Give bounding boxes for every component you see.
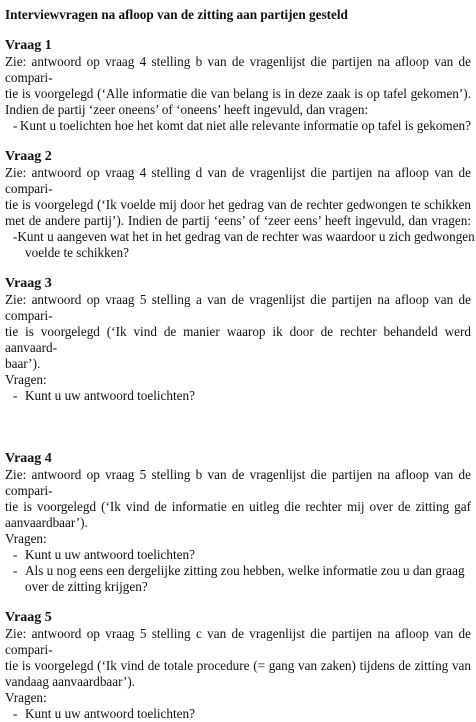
list-item xyxy=(5,706,471,722)
question-text-line: Zie: antwoord op vraag 5 stelling b van de vragenlijst die partijen na afloop van de compari- xyxy=(5,467,471,498)
question-2 xyxy=(5,149,475,261)
dash-bullet: - xyxy=(13,118,18,133)
list-item-text: Kunt u uw antwoord toelichten? xyxy=(25,547,195,562)
list-item-continuation: over de zitting krijgen? xyxy=(25,579,148,594)
dash-bullet: - xyxy=(13,563,18,578)
question-text-line: tie is voorgelegd (‘Ik vind de totale procedure (= gang van zaken) tijdens de zitting van xyxy=(5,658,471,673)
question-text-line: Zie: antwoord op vraag 5 stelling a van de vragenlijst die partijen na afloop van de compari- xyxy=(5,292,471,323)
dash-bullet: - xyxy=(13,706,18,721)
question-text-line: tie is voorgelegd (‘Alle informatie die van belang is in deze zaak is op tafel gekomen’). xyxy=(5,86,471,101)
list-item-continuation: voelde te schikken? xyxy=(25,245,129,260)
question-text-line: Zie: antwoord op vraag 4 stelling b van de vragenlijst die partijen na afloop van de compari- xyxy=(5,54,471,85)
question-3 xyxy=(5,276,471,404)
dash-bullet: - xyxy=(13,229,18,244)
document-title: Interviewvragen na afloop van de zitting aan partijen gesteld xyxy=(5,7,348,22)
question-heading: Vraag 2 xyxy=(5,149,52,164)
dash-bullet: - xyxy=(13,547,18,562)
list-item-text: Kunt u toelichten hoe het komt dat niet alle relevante informatie op tafel is gekomen? xyxy=(19,118,471,133)
list-item-text: Kunt u uw antwoord toelichten? xyxy=(25,706,195,721)
question-heading: Vraag 4 xyxy=(5,451,52,466)
list-item-text: Kunt u aangeven wat het in het gedrag van de rechter was waardoor u zich gedwongen xyxy=(17,229,475,244)
question-text-line: aanvaardbaar’). xyxy=(5,515,88,530)
question-text-line: Zie: antwoord op vraag 5 stelling c van de vragenlijst die partijen na afloop van de compari- xyxy=(5,626,471,657)
list-item xyxy=(5,388,471,404)
question-text-line: Vragen: xyxy=(5,531,47,546)
question-text-line: Zie: antwoord op vraag 4 stelling d van de vragenlijst die partijen na afloop van de compari- xyxy=(5,165,471,196)
list-item xyxy=(5,563,471,579)
question-text-line: baar’). xyxy=(5,356,41,371)
question-heading: Vraag 5 xyxy=(5,610,52,625)
question-text-line: tie is voorgelegd (‘Ik voelde mij door het gedrag van de rechter gedwongen te schikken xyxy=(5,197,471,212)
question-text-line: met de andere partij’). Indien de partij ‘eens’ of ‘zeer eens’ heeft ingevuld, dan vragen: xyxy=(5,213,471,228)
question-text-line: tie is voorgelegd (‘Ik vind de informatie en uitleg die rechter mij over de zitting gaf xyxy=(5,499,471,514)
question-text-line: vandaag aanvaardbaar’). xyxy=(5,674,136,689)
question-5 xyxy=(5,610,471,722)
question-text-line: Vragen: xyxy=(5,372,47,387)
question-text-line: Indien de partij ‘zeer oneens’ of ‘oneens’ heeft ingevuld, dan vragen: xyxy=(5,102,369,117)
list-item-text: Kunt u uw antwoord toelichten? xyxy=(25,388,195,403)
question-4 xyxy=(5,451,471,595)
dash-bullet: - xyxy=(13,388,18,403)
question-heading: Vraag 1 xyxy=(5,38,52,53)
question-text-line: Vragen: xyxy=(5,690,47,705)
list-item-text: Als u nog eens een dergelijke zitting zou hebben, welke informatie zou u dan graag xyxy=(25,563,465,578)
document-page xyxy=(5,7,475,722)
question-1 xyxy=(5,38,471,134)
question-heading: Vraag 3 xyxy=(5,276,52,291)
list-item xyxy=(5,547,471,563)
question-text-line: tie is voorgelegd (‘Ik vind de manier waarop ik door de rechter behandeld werd aanvaard- xyxy=(5,324,471,355)
list-item xyxy=(5,229,475,245)
list-item xyxy=(5,118,471,134)
